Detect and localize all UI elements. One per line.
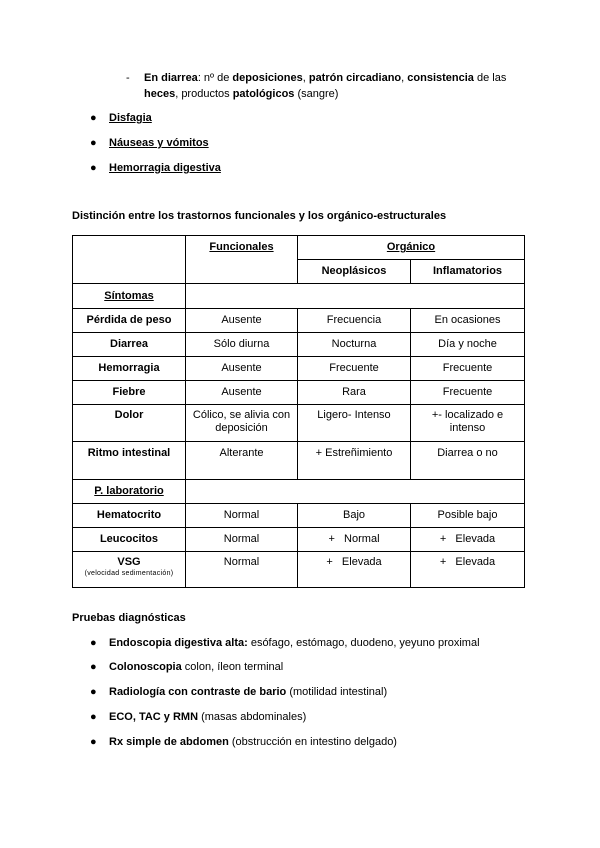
cell-inflamatorios: + Elevada xyxy=(411,528,525,552)
text-span: : nº de xyxy=(197,72,233,84)
header-organico: Orgánico xyxy=(298,236,525,260)
prueba-item xyxy=(109,661,283,673)
bold-span: patológicos xyxy=(232,88,295,100)
cell-funcionales: Ausente xyxy=(186,357,298,381)
cell-inflamatorios: Día y noche xyxy=(411,333,525,357)
bullet-icon: ● xyxy=(90,686,97,698)
bullet-icon: ● xyxy=(90,162,97,174)
cell-inflamatorios: +- localizado e intenso xyxy=(411,405,525,442)
bold-span: consistencia xyxy=(407,72,474,84)
bold-span: deposiciones xyxy=(232,72,303,84)
prueba-name: Radiología con contraste de bario xyxy=(109,686,287,698)
table-row xyxy=(73,405,525,442)
text-span: de las xyxy=(473,72,507,84)
cell-neoplasicos: + Estreñimiento xyxy=(298,442,411,480)
cell-inflamatorios: Diarrea o no xyxy=(411,442,525,480)
row-label: Hemorragia xyxy=(73,357,186,381)
prueba-detail: esófago, estómago, duodeno, yeyuno proximal xyxy=(247,637,480,649)
symptom-item: Hemorragia digestiva xyxy=(109,162,221,174)
cell-neoplasicos: Ligero- Intenso xyxy=(298,405,411,442)
prueba-name: Colonoscopia xyxy=(109,661,182,673)
symptom-item: Náuseas y vómitos xyxy=(109,137,209,149)
prueba-item xyxy=(109,736,397,748)
table-row xyxy=(73,381,525,405)
prueba-item xyxy=(109,711,306,723)
row-label: Fiebre xyxy=(73,381,186,405)
cell-inflamatorios: Frecuente xyxy=(411,357,525,381)
row-label: Ritmo intestinal xyxy=(73,442,186,480)
table-row xyxy=(73,552,525,588)
bullet-icon: ● xyxy=(90,137,97,149)
bullet-icon: ● xyxy=(90,661,97,673)
table-row xyxy=(73,442,525,480)
bullet-icon: ● xyxy=(90,736,97,748)
empty-header-cell xyxy=(73,236,186,284)
text-span: , xyxy=(302,72,309,84)
cell-neoplasicos: Rara xyxy=(298,381,411,405)
prueba-item xyxy=(109,686,387,698)
diarrea-line-1 xyxy=(144,72,506,84)
pruebas-title: Pruebas diagnósticas xyxy=(72,612,186,624)
table-title: Distinción entre los trastornos funcionales y los orgánico-estructurales xyxy=(72,210,447,222)
diarrea-line-2 xyxy=(144,88,338,100)
text-span: (sangre) xyxy=(294,88,339,100)
bullet-icon: ● xyxy=(90,711,97,723)
cell-neoplasicos: Frecuencia xyxy=(298,309,411,333)
cell-funcionales: Ausente xyxy=(186,381,298,405)
row-label: Hematocrito xyxy=(73,504,186,528)
header-funcionales: Funcionales xyxy=(186,236,298,284)
row-label: Leucocitos xyxy=(73,528,186,552)
cell-inflamatorios: Frecuente xyxy=(411,381,525,405)
prueba-item xyxy=(109,637,480,649)
prueba-name: Rx simple de abdomen xyxy=(109,736,229,748)
row-label: Pérdida de peso xyxy=(73,309,186,333)
row-label: Dolor xyxy=(73,405,186,442)
prueba-detail: (motilidad intestinal) xyxy=(286,686,388,698)
text-span: , productos xyxy=(175,88,233,100)
vsg-label: VSG xyxy=(117,556,141,568)
section-empty xyxy=(186,480,525,504)
dash-marker: - xyxy=(126,72,130,84)
row-label: Diarrea xyxy=(73,333,186,357)
cell-inflamatorios: En ocasiones xyxy=(411,309,525,333)
prueba-detail: colon, íleon terminal xyxy=(181,661,284,673)
cell-funcionales: Sólo diurna xyxy=(186,333,298,357)
cell-funcionales: Alterante xyxy=(186,442,298,480)
table-row xyxy=(73,309,525,333)
cell-neoplasicos: Nocturna xyxy=(298,333,411,357)
text-span: , xyxy=(401,72,408,84)
diarrea-label: En diarrea xyxy=(144,72,198,84)
prueba-name: Endoscopia digestiva alta: xyxy=(109,637,248,649)
table-row xyxy=(73,504,525,528)
cell-neoplasicos: Bajo xyxy=(298,504,411,528)
cell-inflamatorios: + Elevada xyxy=(411,552,525,588)
symptom-item: Disfagia xyxy=(109,112,152,124)
prueba-detail: (masas abdominales) xyxy=(198,711,307,723)
bullet-icon: ● xyxy=(90,637,97,649)
table-row xyxy=(73,528,525,552)
table-row xyxy=(73,357,525,381)
cell-funcionales: Normal xyxy=(186,528,298,552)
section-sintomas: Síntomas xyxy=(73,284,186,309)
prueba-name: ECO, TAC y RMN xyxy=(109,711,199,723)
row-label xyxy=(73,552,186,588)
cell-neoplasicos: + Elevada xyxy=(298,552,411,588)
cell-inflamatorios: Posible bajo xyxy=(411,504,525,528)
bold-span: patrón circadiano xyxy=(308,72,402,84)
header-inflamatorios: Inflamatorios xyxy=(411,260,525,284)
cell-neoplasicos: Frecuente xyxy=(298,357,411,381)
cell-funcionales: Ausente xyxy=(186,309,298,333)
bullet-icon: ● xyxy=(90,112,97,124)
header-neoplasicos: Neoplásicos xyxy=(298,260,411,284)
cell-neoplasicos: + Normal xyxy=(298,528,411,552)
bold-span: heces xyxy=(144,88,176,100)
cell-funcionales: Normal xyxy=(186,504,298,528)
cell-funcionales: Normal xyxy=(186,552,298,588)
vsg-sublabel: (velocidad sedimentación) xyxy=(84,570,174,577)
table-row xyxy=(73,333,525,357)
section-laboratorio: P. laboratorio xyxy=(73,480,186,504)
section-empty xyxy=(186,284,525,309)
comparison-table xyxy=(72,235,525,588)
cell-funcionales: Cólico, se alivia con deposición xyxy=(186,405,298,442)
prueba-detail: (obstrucción en intestino delgado) xyxy=(228,736,397,748)
